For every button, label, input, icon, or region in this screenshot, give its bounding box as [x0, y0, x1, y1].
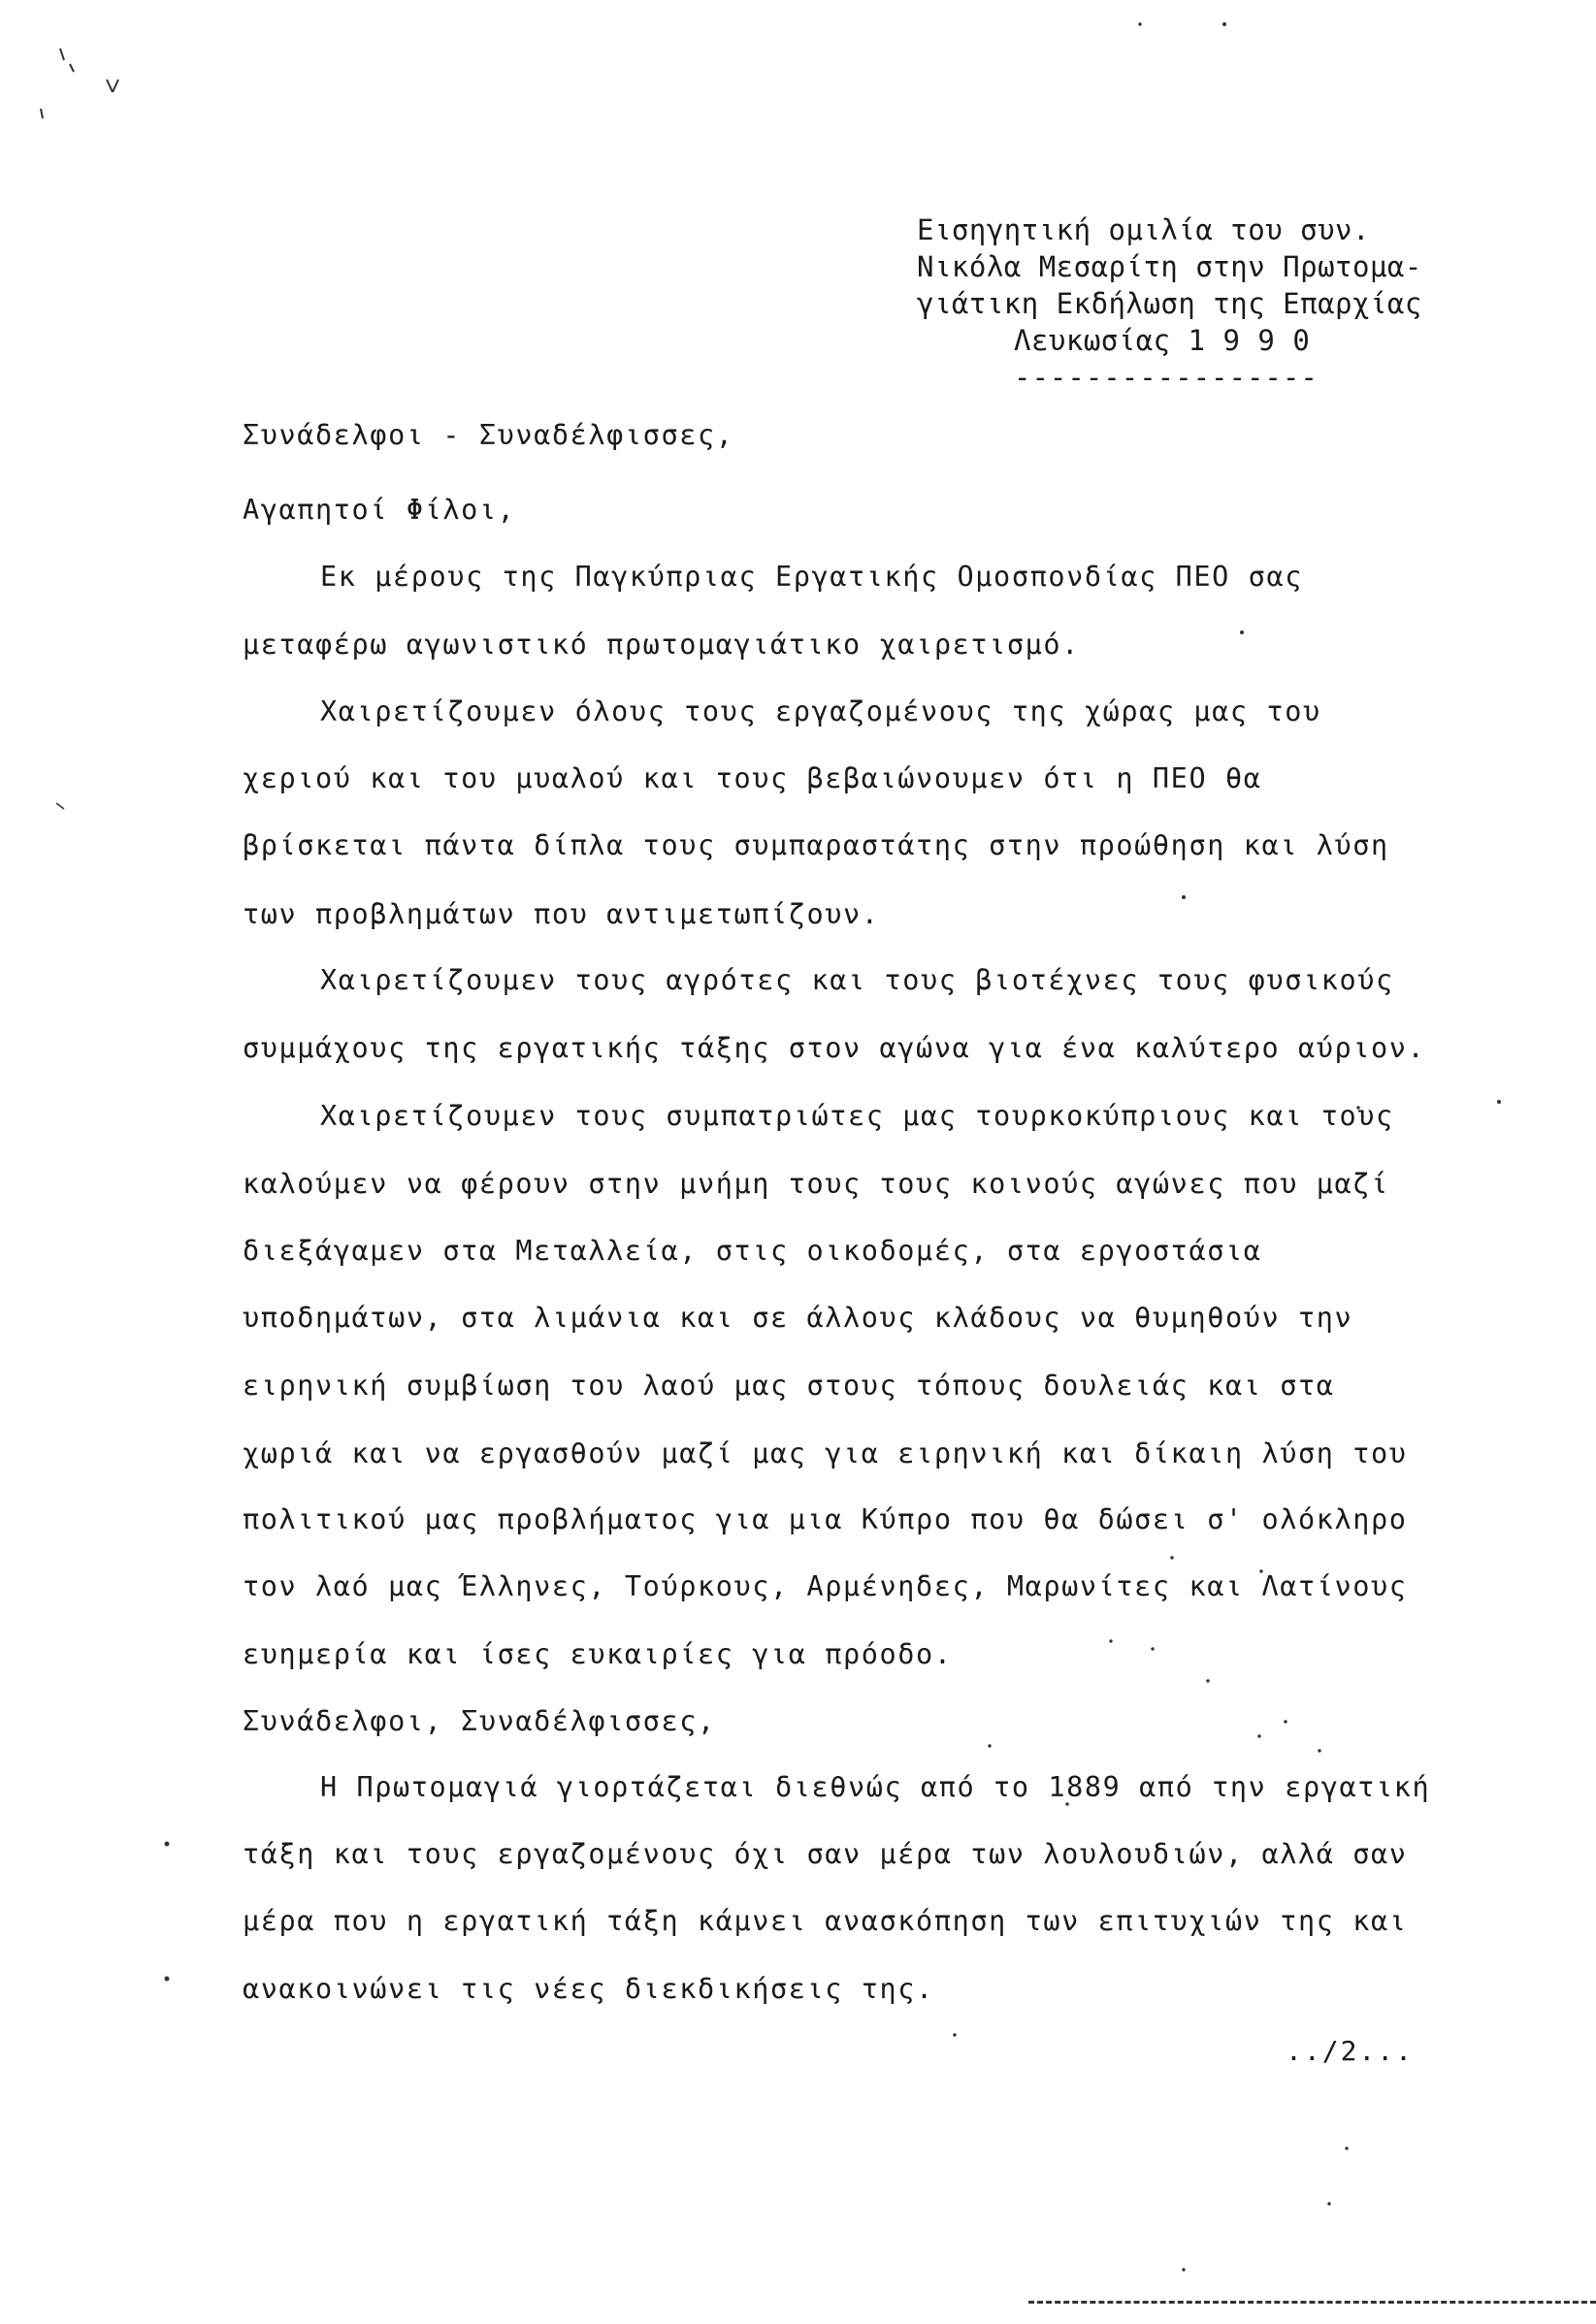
paragraph-line: ευημερία και ίσες ευκαιρίες για πρόοδο. [243, 1638, 953, 1670]
heading-line: Λευκωσίας 1 9 9 0 [1014, 324, 1311, 357]
salutation: Συνάδελφοι, Συναδέλφισσες, [243, 1705, 716, 1737]
paragraph-line: χωριά και να εργασθούν μαζί μας για ειρηνική και δίκαιη λύση του [243, 1437, 1408, 1469]
paragraph-line: συμμάχους της εργατικής τάξης στον αγώνα για ένα καλύτερο αύριον. [243, 1032, 1426, 1064]
salutation: Αγαπητοί Φίλοι, [243, 494, 516, 526]
heading-underline: ----------------- [1014, 361, 1319, 394]
scan-edge-line [1028, 2301, 1596, 2304]
heading-line: Εισηγητική ομιλία του συν. [917, 213, 1370, 246]
paragraph-line: Χαιρετίζουμεν όλους τους εργαζομένους της χώρας μας του [320, 695, 1321, 727]
paragraph-line: υποδημάτων, στα λιμάνια και σε άλλους κλάδους να θυμηθούν την [243, 1302, 1353, 1334]
page-continuation-marker: ../2... [1286, 2035, 1415, 2067]
paragraph-line: βρίσκεται πάντα δίπλα τους συμπαραστάτης στην προώθηση και λύση [243, 829, 1389, 861]
paragraph-line: Η Πρωτομαγιά γιορτάζεται διεθνώς από το 1889 από την εργατική [320, 1771, 1431, 1803]
heading-line: Νικόλα Μεσαρίτη στην Πρωτομα- [917, 250, 1422, 283]
paragraph-line: μέρα που η εργατική τάξη κάμνει ανασκόπηση των επιτυχιών της και [243, 1905, 1408, 1937]
paragraph-line: Χαιρετίζουμεν τους συμπατριώτες μας τουρκοκύπριους και τους [320, 1100, 1394, 1132]
paragraph-line: των προβλημάτων που αντιμετωπίζουν. [243, 898, 880, 930]
paragraph-line: Χαιρετίζουμεν τους αγρότες και τους βιοτέχνες τους φυσικούς [320, 964, 1394, 996]
heading-line: γιάτικη Εκδήλωση της Επαρχίας [917, 287, 1422, 320]
paragraph-line: πολιτικού μας προβλήματος για μια Κύπρο που θα δώσει σ' ολόκληρο [243, 1503, 1408, 1535]
paragraph-line: καλούμεν να φέρουν στην μνήμη τους τους κοινούς αγώνες που μαζί [243, 1168, 1389, 1200]
paragraph-line: μεταφέρω αγωνιστικό πρωτομαγιάτικο χαιρετισμό. [243, 629, 1080, 661]
paragraph-line: ανακοινώνει τις νέες διεκδικήσεις της. [243, 1973, 934, 2005]
paragraph-line: τον λαό μας Έλληνες, Τούρκους, Αρμένηδες, Μαρωνίτες και Λατίνους [243, 1570, 1408, 1602]
paragraph-line: διεξάγαμεν στα Μεταλλεία, στις οικοδομές, στα εργοστάσια [243, 1235, 1262, 1267]
document-heading [917, 211, 1538, 396]
paragraph-line: τάξη και τους εργαζομένους όχι σαν μέρα των λουλουδιών, αλλά σαν [243, 1838, 1408, 1870]
salutation: Συνάδελφοι - Συναδέλφισσες, [243, 419, 734, 451]
paragraph-line: ειρηνική συμβίωση του λαού μας στους τόπους δουλειάς και στα [243, 1370, 1335, 1402]
paragraph-line: Εκ μέρους της Παγκύπριας Εργατικής Ομοσπονδίας ΠΕΟ σας [320, 561, 1303, 593]
paragraph-line: χεριού και του μυαλού και τους βεβαιώνουμεν ότι η ΠΕΟ θα [243, 762, 1262, 794]
